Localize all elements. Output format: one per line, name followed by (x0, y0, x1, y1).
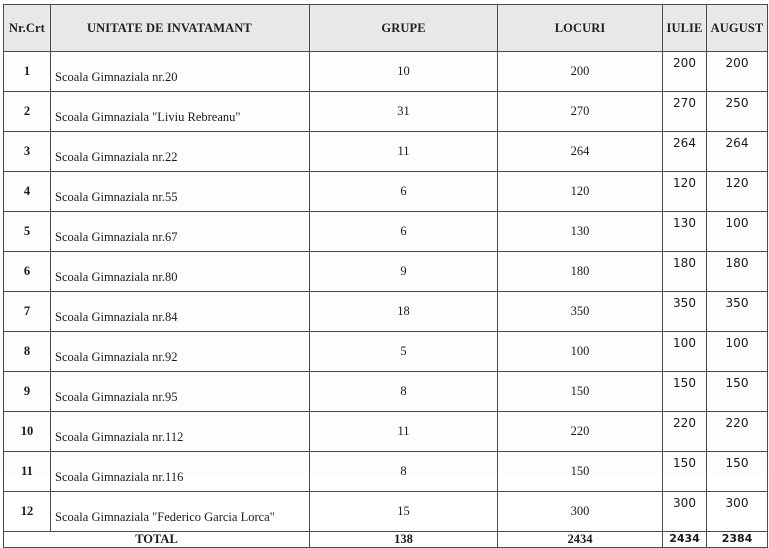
total-label: TOTAL (4, 532, 310, 548)
grupe-value: 5 (310, 332, 498, 372)
august-value: 350 (707, 292, 768, 332)
locuri-value: 150 (498, 452, 663, 492)
table-row (4, 492, 768, 532)
august-value: 264 (707, 132, 768, 172)
row-number: 3 (4, 132, 51, 172)
august-value: 180 (707, 252, 768, 292)
total-locuri: 2434 (498, 532, 663, 548)
locuri-value: 130 (498, 212, 663, 252)
school-name: Scoala Gimnaziala nr.67 (51, 212, 310, 252)
row-number: 9 (4, 372, 51, 412)
august-value: 150 (707, 372, 768, 412)
iulie-value: 150 (663, 452, 707, 492)
row-number: 4 (4, 172, 51, 212)
school-name: Scoala Gimnaziala nr.55 (51, 172, 310, 212)
iulie-value: 130 (663, 212, 707, 252)
school-name: Scoala Gimnaziala "Liviu Rebreanu" (51, 92, 310, 132)
locuri-value: 120 (498, 172, 663, 212)
grupe-value: 8 (310, 372, 498, 412)
school-name: Scoala Gimnaziala nr.80 (51, 252, 310, 292)
iulie-value: 150 (663, 372, 707, 412)
locuri-value: 350 (498, 292, 663, 332)
locuri-value: 300 (498, 492, 663, 532)
row-number: 1 (4, 52, 51, 92)
grupe-value: 6 (310, 172, 498, 212)
school-name: Scoala Gimnaziala nr.22 (51, 132, 310, 172)
locuri-value: 270 (498, 92, 663, 132)
row-number: 2 (4, 92, 51, 132)
school-name: Scoala Gimnaziala nr.92 (51, 332, 310, 372)
august-value: 220 (707, 412, 768, 452)
table-row (4, 292, 768, 332)
table-row (4, 52, 768, 92)
august-value: 150 (707, 452, 768, 492)
table-row (4, 372, 768, 412)
locuri-value: 180 (498, 252, 663, 292)
iulie-value: 264 (663, 132, 707, 172)
row-number: 7 (4, 292, 51, 332)
iulie-value: 180 (663, 252, 707, 292)
august-value: 100 (707, 212, 768, 252)
grupe-value: 11 (310, 132, 498, 172)
iulie-value: 300 (663, 492, 707, 532)
iulie-value: 350 (663, 292, 707, 332)
row-number: 11 (4, 452, 51, 492)
august-value: 100 (707, 332, 768, 372)
iulie-value: 100 (663, 332, 707, 372)
total-grupe: 138 (310, 532, 498, 548)
row-number: 8 (4, 332, 51, 372)
school-name: Scoala Gimnaziala nr.95 (51, 372, 310, 412)
school-name: Scoala Gimnaziala nr.84 (51, 292, 310, 332)
row-number: 5 (4, 212, 51, 252)
school-name: Scoala Gimnaziala nr.116 (51, 452, 310, 492)
total-row (4, 532, 768, 548)
total-iulie: 2434 (663, 532, 707, 548)
grupe-value: 18 (310, 292, 498, 332)
grupe-value: 9 (310, 252, 498, 292)
grupe-value: 10 (310, 52, 498, 92)
table-header-row (4, 5, 768, 52)
grupe-value: 31 (310, 92, 498, 132)
header-august: AUGUST (707, 5, 768, 52)
grupe-value: 8 (310, 452, 498, 492)
grupe-value: 11 (310, 412, 498, 452)
table-row (4, 412, 768, 452)
header-iulie: IULIE (663, 5, 707, 52)
table-row (4, 132, 768, 172)
table-row (4, 172, 768, 212)
august-value: 300 (707, 492, 768, 532)
august-value: 250 (707, 92, 768, 132)
table-row (4, 452, 768, 492)
grupe-value: 15 (310, 492, 498, 532)
iulie-value: 200 (663, 52, 707, 92)
locuri-value: 264 (498, 132, 663, 172)
total-august: 2384 (707, 532, 768, 548)
august-value: 200 (707, 52, 768, 92)
grupe-value: 6 (310, 212, 498, 252)
iulie-value: 220 (663, 412, 707, 452)
school-name: Scoala Gimnaziala nr.112 (51, 412, 310, 452)
header-unitate-de-invatamant: UNITATE DE INVATAMANT (51, 5, 310, 52)
iulie-value: 120 (663, 172, 707, 212)
header-locuri: LOCURI (498, 5, 663, 52)
table-row (4, 252, 768, 292)
school-name: Scoala Gimnaziala "Federico Garcia Lorca" (51, 492, 310, 532)
row-number: 6 (4, 252, 51, 292)
table-row (4, 92, 768, 132)
row-number: 12 (4, 492, 51, 532)
table-row (4, 332, 768, 372)
school-name: Scoala Gimnaziala nr.20 (51, 52, 310, 92)
schools-table (3, 4, 768, 548)
table-row (4, 212, 768, 252)
locuri-value: 200 (498, 52, 663, 92)
august-value: 120 (707, 172, 768, 212)
row-number: 10 (4, 412, 51, 452)
locuri-value: 150 (498, 372, 663, 412)
header-grupe: GRUPE (310, 5, 498, 52)
locuri-value: 100 (498, 332, 663, 372)
locuri-value: 220 (498, 412, 663, 452)
header-nr-crt: Nr.Crt (4, 5, 51, 52)
iulie-value: 270 (663, 92, 707, 132)
